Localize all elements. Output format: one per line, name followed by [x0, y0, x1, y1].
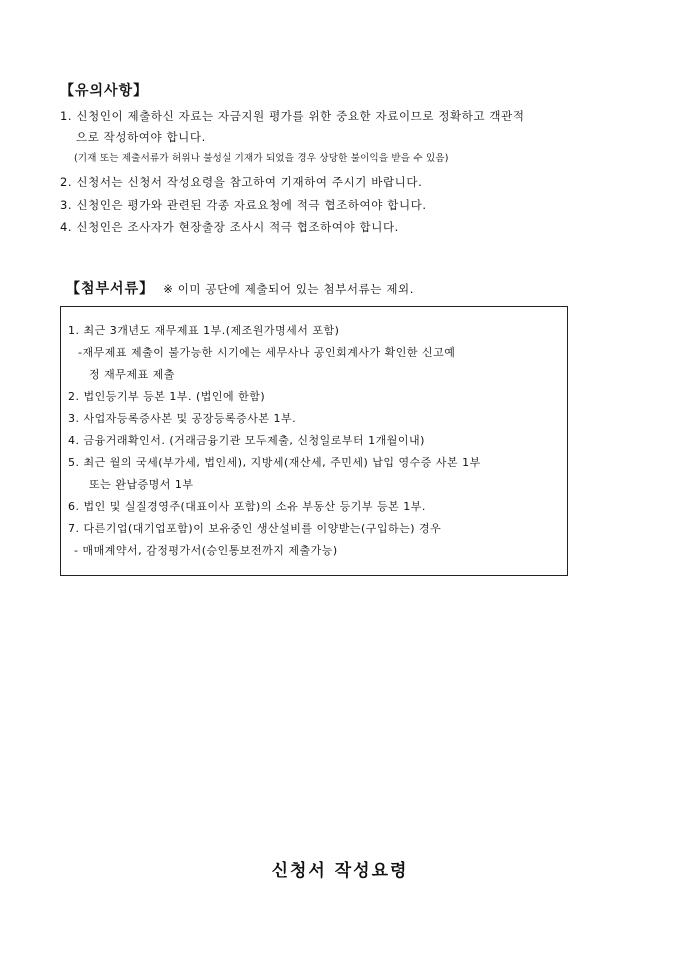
attachment-line: 7. 다른기업(대기업포함)이 보유중인 생산설비를 이양받는(구입하는) 경우	[68, 522, 442, 535]
notice-item-1-note: (기재 또는 제출서류가 허위나 불성실 기재가 되었을 경우 상당한 불이익을 받을 수 있음)	[74, 153, 449, 164]
attachment-line: 3. 사업자등록증사본 및 공장등록증사본 1부.	[68, 412, 297, 425]
attachments-note: ※ 이미 공단에 제출되어 있는 첨부서류는 제외.	[163, 282, 414, 296]
notice-title: 【유의사항】	[60, 83, 149, 99]
attachment-line: 4. 금융거래확인서. (거래금융기관 모두제출, 신청일로부터 1개월이내)	[68, 434, 425, 447]
attachment-line: 2. 법인등기부 등본 1부. (법인에 한함)	[68, 390, 266, 403]
attachment-line: 6. 법인 및 실질경영주(대표이사 포함)의 소유 부동산 등기부 등본 1부.	[68, 500, 426, 513]
notice-item-1-line-1: 1. 신청인이 제출하신 자료는 자금지원 평가를 위한 중요한 자료이므로 정확하고 객관적	[60, 109, 525, 123]
notice-item-4: 4. 신청인은 조사자가 현장출장 조사시 적극 협조하여야 합니다.	[60, 220, 399, 234]
attachment-line: 또는 완납증명서 1부	[89, 478, 194, 491]
notice-item-3: 3. 신청인은 평가와 관련된 각종 자료요청에 적극 협조하여야 합니다.	[60, 198, 427, 212]
attachments-title: 【첨부서류】	[66, 281, 155, 297]
attachments-header	[66, 278, 414, 298]
attachment-line: -재무제표 제출이 불가능한 시기에는 세무사나 공인회계사가 확인한 신고예	[78, 346, 456, 359]
attachment-line: 5. 최근 월의 국세(부가세, 법인세), 지방세(재산세, 주민세) 납입 영수증 사본 1부	[68, 456, 481, 469]
attachments-box	[60, 306, 568, 576]
attachment-line: 정 재무제표 제출	[89, 368, 175, 381]
attachment-line: 1. 최근 3개년도 재무제표 1부.(제조원가명세서 포함)	[68, 324, 340, 337]
notice-item-1-line-2: 으로 작성하여야 합니다.	[76, 130, 206, 144]
attachment-line: - 매매계약서, 감정평가서(승인통보전까지 제출가능)	[74, 544, 338, 557]
notice-item-2: 2. 신청서는 신청서 작성요령을 참고하여 기재하여 주시기 바랍니다.	[60, 175, 423, 189]
footer-title: 신청서 작성요령	[271, 861, 409, 881]
